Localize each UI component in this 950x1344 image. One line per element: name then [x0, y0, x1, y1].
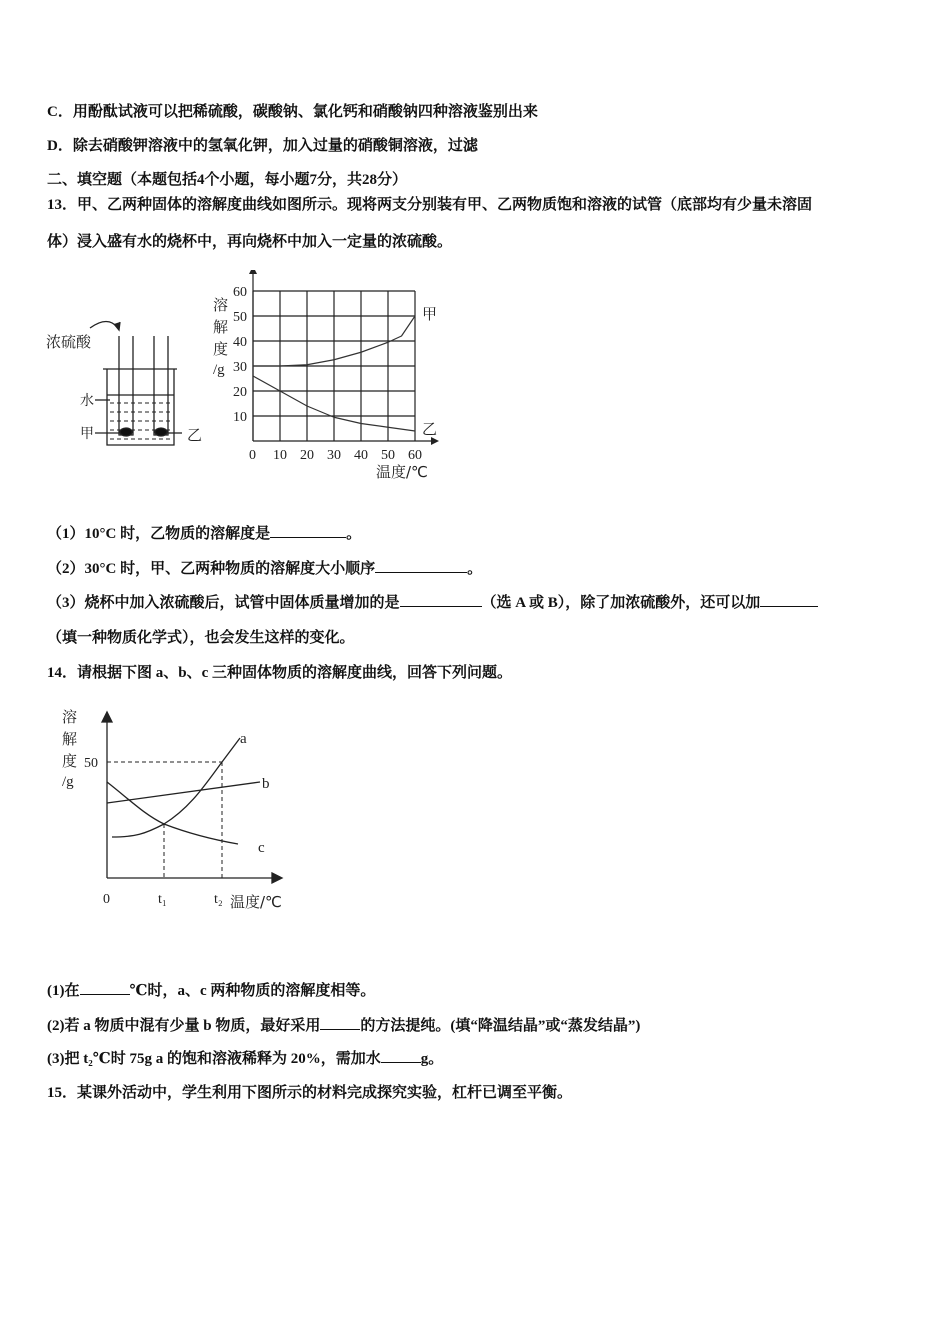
q13-stem-2: 体）浸入盛有水的烧杯中，再向烧杯中加入一定量的浓硫酸。: [47, 234, 453, 250]
answer-blank[interactable]: [760, 592, 818, 607]
y-tick: 60: [233, 285, 247, 300]
x-tick: 40: [354, 448, 368, 463]
y-tick: 10: [233, 410, 247, 425]
option-c: C．用酚酞试液可以把稀硫酸，碳酸钠、氯化钙和硝酸钠四种溶液鉴别出来: [47, 104, 538, 120]
x-tick-0: 0: [103, 892, 110, 907]
y-axis-arrow: [249, 270, 257, 274]
acid-label: 浓硫酸: [46, 333, 92, 351]
x-tick-t1: t₁: [158, 892, 167, 907]
y-label-2: 解: [213, 318, 229, 336]
x-axis-arrow: [431, 437, 439, 445]
x-tick: 10: [273, 448, 287, 463]
yi-tube-label: 乙: [187, 426, 203, 444]
q14-stem: 14．请根据下图 a、b、c 三种固体物质的溶解度曲线，回答下列问题。: [47, 665, 513, 681]
x-tick: 0: [249, 448, 256, 463]
y-tick: 30: [233, 360, 247, 375]
x-axis-label: 温度/℃: [230, 893, 282, 911]
y-label-1: 溶: [62, 708, 78, 726]
q13-part2: （2）30°C 时，甲、乙两种物质的溶解度大小顺序 。: [47, 558, 482, 579]
curve-c: [107, 782, 238, 844]
jia-curve-label: 甲: [422, 305, 438, 323]
answer-blank[interactable]: [80, 980, 130, 995]
y-tick: 40: [233, 335, 247, 350]
q13-part3: （3）烧杯中加入浓硫酸后，试管中固体质量增加的是 （选 A 或 B），除了加浓硫酸外，还可以加: [47, 592, 818, 613]
option-d: D．除去硝酸钾溶液中的氢氧化钾，加入过量的硝酸铜溶液，过滤: [47, 138, 478, 154]
answer-blank[interactable]: [381, 1048, 421, 1063]
q14-part1: (1)在 ℃时，a、c 两种物质的溶解度相等。: [47, 980, 375, 1001]
label-c: c: [258, 840, 265, 856]
y-tick: 50: [233, 310, 247, 325]
y-tick-50: 50: [84, 756, 98, 771]
q15-stem: 15．某课外活动中，学生利用下图所示的材料完成探究实验，杠杆已调至平衡。: [47, 1085, 573, 1101]
q14-part2: (2)若 a 物质中混有少量 b 物质，最好采用 的方法提纯。(填“降温结晶”或“蒸发结晶”): [47, 1015, 640, 1036]
x-tick: 60: [408, 448, 422, 463]
jia-tube-label: 甲: [80, 426, 94, 442]
y-label-3: 度: [62, 752, 78, 770]
solubility-grid: [233, 270, 439, 463]
q14-figure: [40, 700, 320, 920]
beaker-diagram: [90, 322, 182, 446]
x-tick: 20: [300, 448, 314, 463]
axes: [102, 712, 282, 883]
q13-part1: （1）10°C 时，乙物质的溶解度是 。: [47, 523, 361, 544]
answer-blank[interactable]: [375, 558, 467, 573]
x-tick: 50: [381, 448, 395, 463]
answer-blank[interactable]: [270, 523, 346, 538]
answer-blank[interactable]: [400, 592, 482, 607]
y-label-4: /g: [213, 362, 225, 378]
answer-blank[interactable]: [320, 1015, 360, 1030]
x-axis-label: 温度/℃: [376, 463, 428, 481]
q13-figure: [40, 270, 460, 490]
y-label-3: 度: [213, 340, 229, 358]
yi-curve-label: 乙: [422, 420, 438, 438]
y-label-4: /g: [62, 774, 74, 790]
x-tick: 30: [327, 448, 341, 463]
label-a: a: [240, 731, 247, 747]
x-tick-t2: t₂: [214, 892, 223, 907]
y-label-2: 解: [62, 730, 78, 748]
water-label: 水: [80, 393, 94, 409]
y-tick: 20: [233, 385, 247, 400]
q13-stem-1: 13．甲、乙两种固体的溶解度曲线如图所示。现将两支分别装有甲、乙两物质饱和溶液的试管（底部均有少量未溶固: [47, 197, 813, 213]
section-heading: 二、填空题（本题包括4个小题，每小题7分，共28分）: [47, 172, 408, 188]
q14-part3: (3)把 t₂℃时 75g a 的饱和溶液稀释为 20%，需加水 g。: [47, 1048, 443, 1069]
q13-part3-cont: （填一种物质化学式），也会发生这样的变化。: [47, 630, 355, 646]
y-label-1: 溶: [213, 296, 229, 314]
label-b: b: [262, 776, 270, 792]
